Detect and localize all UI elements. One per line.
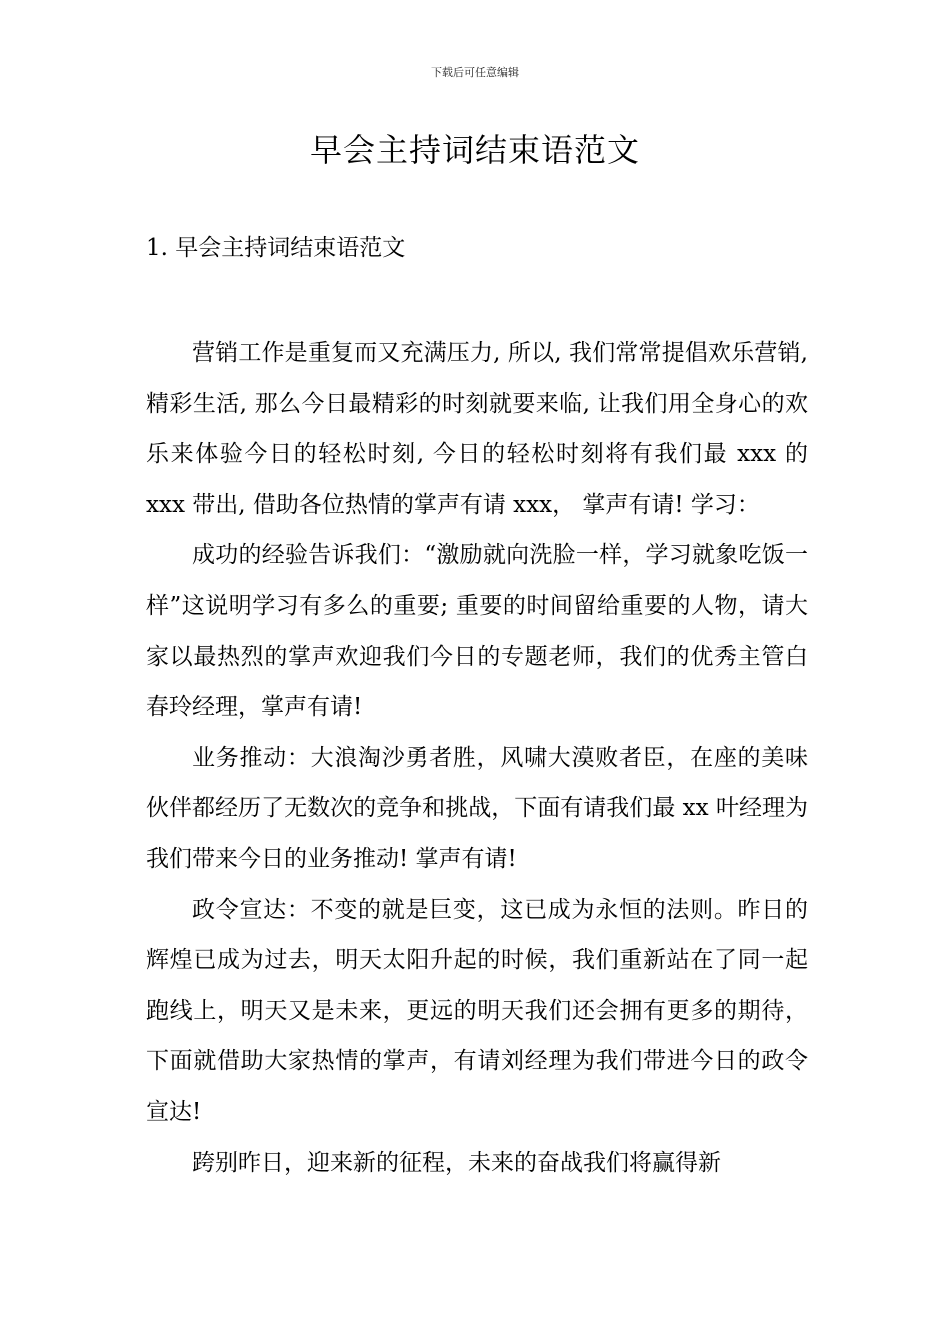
paragraph-policy: 政令宣达：不变的就是巨变，这已成为永恒的法则。昨日的辉煌已成为过去，明天太阳升起的时候，我们重新站在了同一起跑线上，明天又是未来，更远的明天我们还会拥有更多的期待，下面就借助大家热情的掌声，有请刘经理为我们带进今日的政令宣达! [146, 896, 808, 1125]
section-heading: 1. 早会主持词结束语范文 [146, 235, 406, 261]
paragraph-business-push: 业务推动：大浪淘沙勇者胜，风啸大漠败者臣，在座的美味伙伴都经历了无数次的竞争和挑战，下面有请我们最 xx 叶经理为我们带来今日的业务推动! 掌声有请! [146, 744, 808, 872]
paragraph-farewell: 跨别昨日，迎来新的征程，未来的奋战我们将赢得新 [192, 1149, 721, 1176]
download-note: 下载后可任意编辑 [431, 66, 519, 79]
paragraph-learning: 成功的经验告诉我们：“激励就向洗脸一样，学习就象吃饭一样”这说明学习有多么的重要; 重要的时间留给重要的人物，请大家以最热烈的掌声欢迎我们今日的专题老师，我们的优秀主管白春玲经理，掌声有请! [146, 542, 808, 721]
document-title: 早会主持词结束语范文 [309, 131, 640, 169]
document-body [146, 328, 808, 1188]
paragraph-marketing: 营销工作是重复而又充满压力, 所以, 我们常常提倡欢乐营销, 精彩生活, 那么今日最精彩的时刻就要来临, 让我们用全身心的欢乐来体验今日的轻松时刻, 今日的轻松时刻将有我们最 xxx 的 xxx 带出, 借助各位热情的掌声有请 xxx， 掌声有请! 学习： [146, 340, 808, 518]
